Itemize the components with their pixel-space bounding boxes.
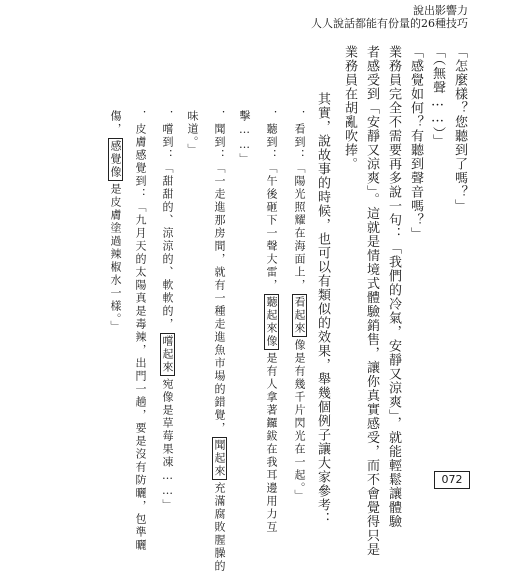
example-hear-cont: 擊……」 xyxy=(238,110,251,166)
example-see xyxy=(292,110,307,503)
example-touch-tail: 是皮膚塗過辣椒水一樣。」 xyxy=(109,183,122,334)
text-column-4: 業務員完全不需要再多說一句：「我們的冷氣，安靜又涼爽」，就能輕鬆讓體驗 xyxy=(386,45,401,529)
book-title: 說出影響力 xyxy=(413,4,468,17)
text-column-3: 「感覺如何？有聽到聲音嗎？」 xyxy=(408,45,423,241)
example-touch-cont xyxy=(108,110,123,334)
running-header xyxy=(311,4,468,30)
text-column-2: 「（無聲……）」 xyxy=(430,45,445,148)
example-touch-lead: 傷， xyxy=(109,110,122,136)
page-number: 072 xyxy=(434,471,470,489)
example-see-tail: 像是有幾千片閃光在一起。」 xyxy=(293,339,306,503)
example-touch: ．皮膚感覺到：「九月天的太陽真是毒辣，出門一趟，要是沒有防曬，包準曬 xyxy=(134,110,147,552)
example-see-lead: ．看到：「陽光照耀在海面上， xyxy=(293,110,306,292)
example-taste xyxy=(160,110,175,512)
example-hear xyxy=(264,110,279,534)
example-smell-cont: 味道。」 xyxy=(186,110,199,157)
example-hear-keyword: 聽起來像 xyxy=(265,296,278,348)
example-taste-tail: 宛像是草莓果凍……」 xyxy=(161,378,174,512)
example-taste-lead: ．嚐到：「甜甜的、涼涼的、軟軟的， xyxy=(161,110,174,331)
book-subtitle: 人人說話都能有份量的26種技巧 xyxy=(311,17,468,30)
example-hear-tail: 是有人拿著鑼鈸在我耳邊用力互 xyxy=(265,352,278,534)
text-column-1: 「怎麼樣？您聽到了嗎？」 xyxy=(452,45,467,213)
example-smell-tail: 充滿腐敗腥臊的 xyxy=(213,482,226,573)
example-taste-keyword: 嚐起來 xyxy=(161,335,174,374)
text-column-7: 其實，說故事的時候，也可以有類似的效果，舉幾個例子讓大家參考： xyxy=(315,92,330,526)
example-see-keyword: 看起來 xyxy=(293,296,306,335)
example-hear-lead: ．聽到：「午後砸下一聲大雷， xyxy=(265,110,278,292)
example-touch-keyword: 感覺像 xyxy=(109,140,122,179)
example-smell xyxy=(212,110,227,573)
text-column-5: 者感受到「安靜又涼爽」。這就是情境式體驗銷售，讓你真實感受，而不會覺得只是 xyxy=(364,45,379,557)
text-column-6: 業務員在胡亂吹捧。 xyxy=(342,45,357,171)
example-smell-lead: ．聞到：「一走進那房間，就有一種走進魚市場的錯覺， xyxy=(213,110,226,435)
example-smell-keyword: 聞起來 xyxy=(213,439,226,478)
